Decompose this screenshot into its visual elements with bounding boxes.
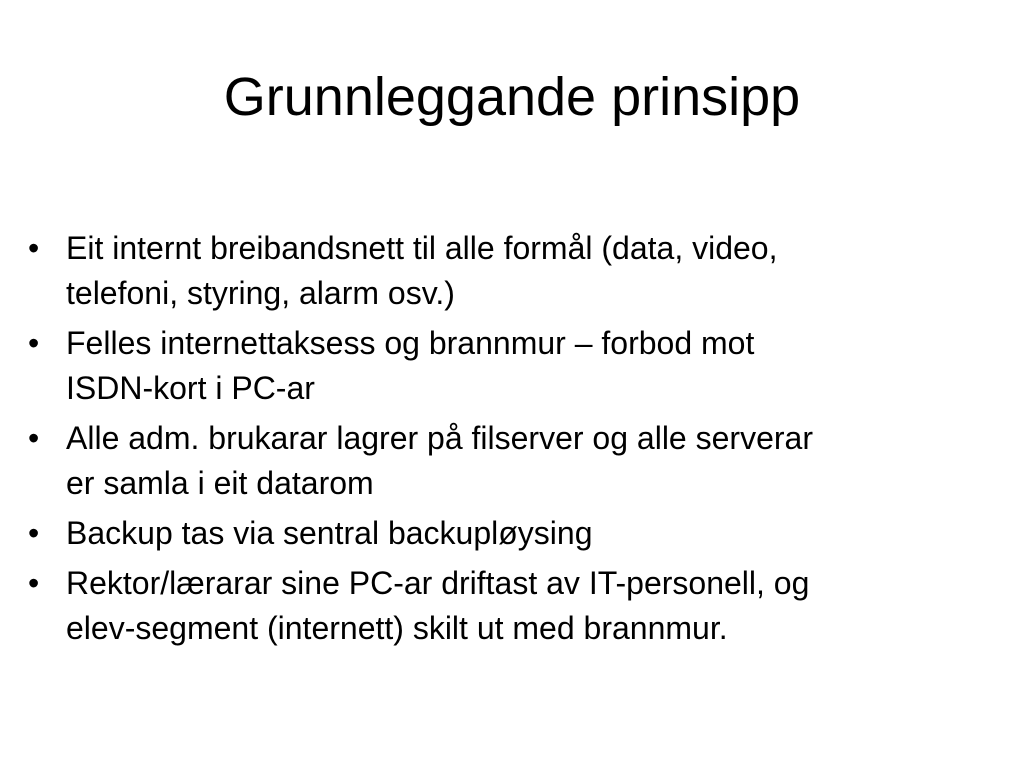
bullet-item-1 [28, 226, 1008, 316]
bullet-item-5 [28, 561, 1008, 651]
bullet-text: Eit internt breibandsnett til alle formål (data, video, telefoni, styring, alarm osv.) [66, 230, 778, 311]
bullet-dot-icon: • [28, 515, 40, 551]
bullet-item-2 [28, 321, 1008, 411]
bullet-item-4 [28, 511, 1008, 556]
bullet-dot-icon: • [28, 565, 40, 601]
slide-title: Grunnleggande prinsipp [223, 67, 801, 127]
bullet-text: Felles internettaksess og brannmur – forbod mot ISDN-kort i PC-ar [66, 325, 755, 406]
bullet-dot-icon: • [28, 420, 40, 456]
bullet-dot-icon: • [28, 325, 40, 361]
bullet-text: Backup tas via sentral backupløysing [66, 515, 593, 551]
bullet-text: Rektor/lærarar sine PC-ar driftast av IT-personell, og elev-segment (internett) skilt ut med brannmur. [66, 565, 810, 646]
bullet-text: Alle adm. brukarar lagrer på filserver og alle serverar er samla i eit datarom [66, 420, 813, 501]
bullet-dot-icon: • [28, 230, 40, 266]
bullet-list [28, 226, 1008, 656]
bullet-item-3 [28, 416, 1008, 506]
